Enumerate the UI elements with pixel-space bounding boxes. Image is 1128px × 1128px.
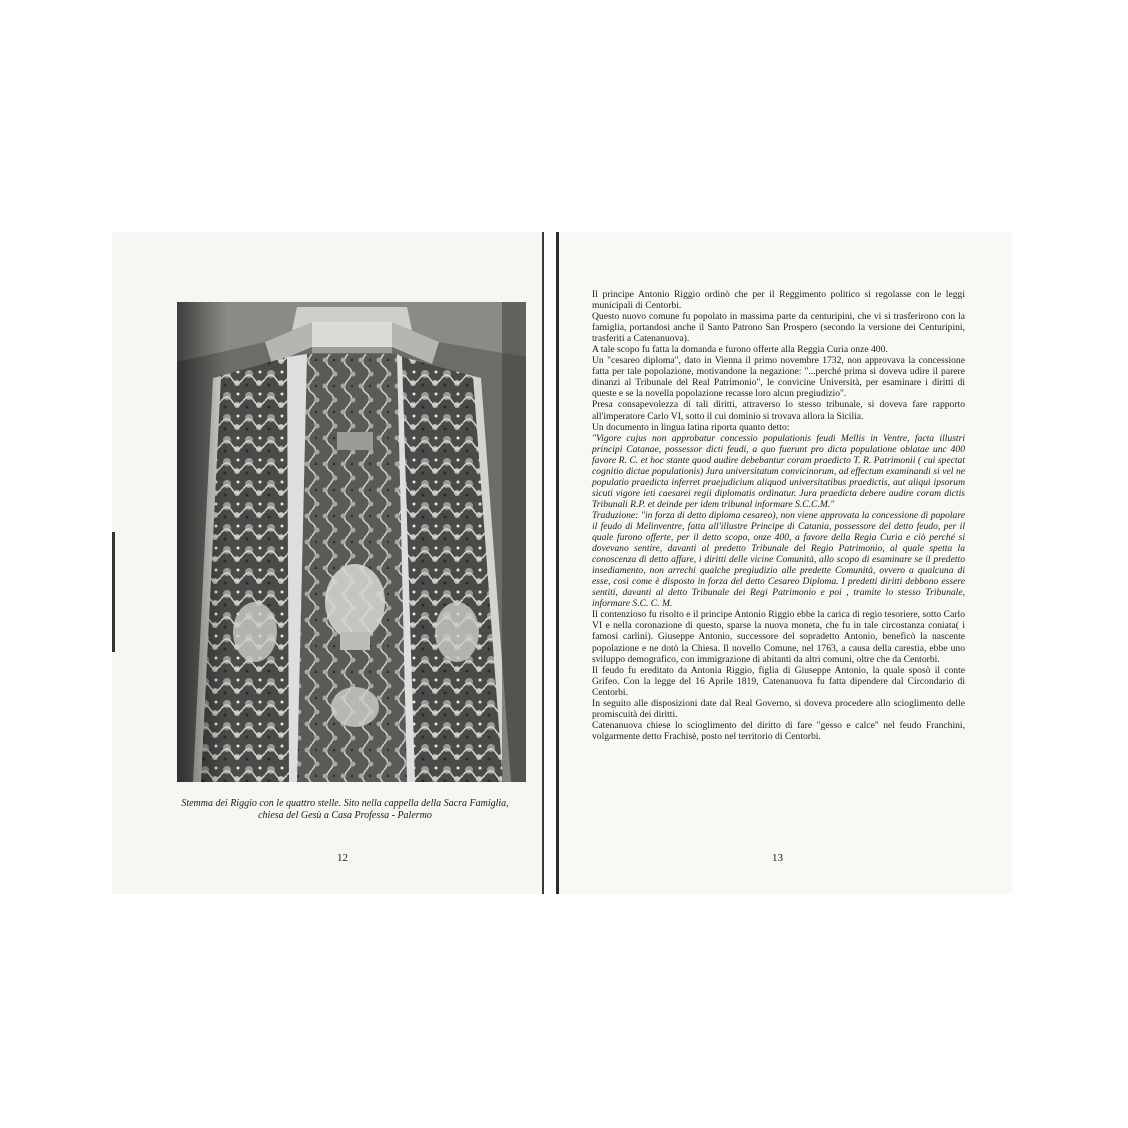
- caption-line-2: chiesa del Gesù a Casa Professa - Palermo: [258, 810, 432, 821]
- chapel-pilaster-image: [177, 302, 526, 782]
- paragraph: Un documento in lingua latina riporta quanto detto:: [592, 421, 790, 433]
- page-edge-shadow: [112, 532, 115, 652]
- paragraph: Il principe Antonio Riggio ordinò che per il Reggimento politico si regolasse con le leggi municipali di Centorbi.: [592, 289, 965, 312]
- coat-of-arms-photo: [177, 302, 526, 782]
- paragraph: Il contenzioso fu risolto e il principe Antonio Riggio ebbe la carica di regio tesoriere, sotto Carlo VI e nella coronazione di questo, sparse la nuova moneta, che fu in tale circostanza coniata( i famosi carlini). Giuseppe Antonio, successore del sopradetto Antonio, beneficò la nascente popolazione e ne dotò la Chiesa. Il novello Comune, nel 1763, a causa della carestia, ebbe uno sviluppo demografico, con immigrazione di abitanti da altri comuni, oltre che da Centorbi.: [592, 609, 965, 665]
- photo-caption: [160, 798, 530, 822]
- paragraph: Un "cesareo diploma", dato in Vienna il primo novembre 1732, non approvava la concessione fatta per tale popolazione, motivandone la negazione: "...perché prima si doveva udire il parere dinanzi al Tribunale del Real Patrimonio", le convicine Università, per esaminare i diritti di queste e se la novella popolazione recasse loro alcun pregiudizio".: [592, 355, 965, 400]
- paragraph: Presa consapevolezza di tali diritti, attraverso lo stesso tribunale, si doveva fare rapporto all'imperatore Carlo VI, sotto il cui dominio si trovava allora la Sicilia.: [592, 399, 965, 422]
- paragraph: Il feudo fu ereditato da Antonia Riggio, figlia di Giuseppe Antonio, la quale sposò il conte Grifeo. Con la legge del 16 Aprile 1819, Catenanuova fu fatta dipendere dal Circondario di Centorbi.: [592, 664, 965, 698]
- paragraph: Catenanuova chiese lo scioglimento del diritto di fare "gesso e calce" nel feudo Franchini, volgarmente detto Frachisè, posto nel territorio di Centorbi.: [592, 719, 965, 742]
- page-number-left: 12: [337, 852, 348, 864]
- translation: Traduzione: "in forza di detto diploma cesareo), non viene approvata la concessione di popolare il feudo di Melinventre, fatta all'illustre Principe di Catania, possessore del detto feudo, per il quale furono offerte, per il detto scopo, onze 400, a favore della Regia Curia e ciò perché si dovevano sentire, davanti al predetto Tribunale del Regio Patrimonio, al quale spetta la conoscenza di detto affare, i diritti delle vicine Comunità, allo scopo di esaminare se il predetto insediamento, non arrechi qualche pregiudizio alle predette Comunità, ovvero a qualcuna di esse, così come è disposto in forza del detto Cesareo Diploma. I predetti diritti debbono essere sentiti, davanti al detto Tribunale dei Regi Patrimonio e poi , tramite lo stesso Tribunale, informare S.C. C. M.: [592, 509, 965, 610]
- paragraph: Questo nuovo comune fu popolato in massima parte da centuripini, che vi si trasferirono con la famiglia, portandosi anche il Santo Patrono San Prospero (secondo la versione dei Centuripini, trasferiti a Catenanuova).: [592, 311, 965, 345]
- paragraph: A tale scopo fu fatta la domanda e furono offerte alla Reggia Curia onze 400.: [592, 344, 888, 356]
- latin-quote: "Vigore cujus non approbatur concessio populationis feudi Mellis in Ventre, facta illustri principi Catanae, possessor dicti feudi, a quo fuerunt pro dicta populatione oblatae unc 400 favore R. C. et hoc stante quod audire debebantur coram praedicto T. R. Patrimonii ( cui spectat cognitio dictae populationis) Jura universitatum convicinorum, ad effectum examinandi si vel ne populatio praedicta inferret praejudicium aliquod universitatibus praedictis, aut aliqui ipsorum sicuti vigore ieti caesarei regii diplomatis ordinatur. Jura praedicta debere audire coram dictis Tribunali R.P. et deinde per idem tribunal informare S.C.C.M.": [592, 432, 965, 510]
- paragraph: In seguito alle disposizioni date dal Real Governo, si doveva procedere allo scioglimento delle promiscuità dei diritti.: [592, 697, 965, 720]
- caption-line-1: Stemma dei Riggio con le quattro stelle. Sito nella cappella della Sacra Famiglia,: [181, 798, 509, 809]
- page-number-right: 13: [772, 852, 783, 864]
- right-page-body: [592, 289, 965, 742]
